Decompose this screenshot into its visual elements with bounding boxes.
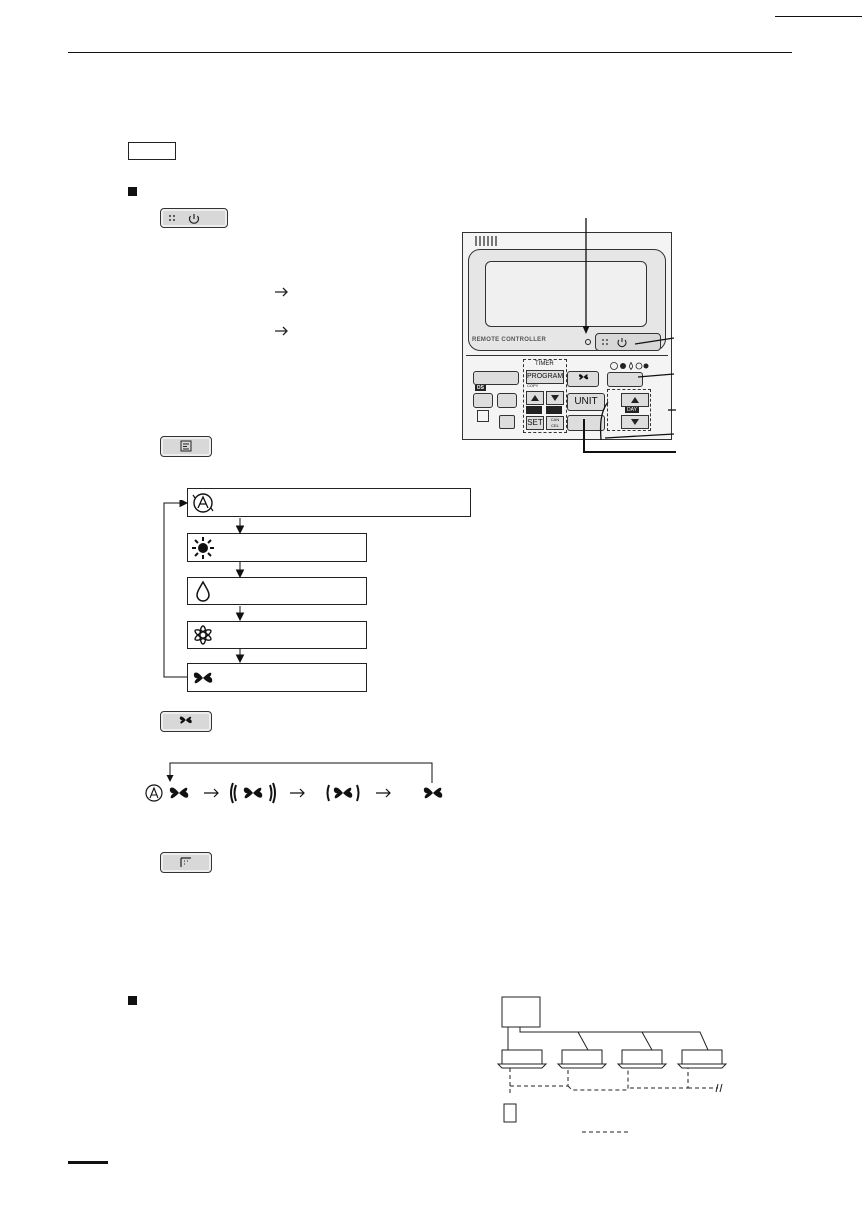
arrow-right-icon — [272, 324, 292, 338]
mode-icon — [161, 437, 211, 456]
fan-speed-button[interactable] — [160, 711, 212, 732]
section-tag-box — [128, 142, 176, 160]
power-icon — [161, 209, 227, 227]
fan-speed-cycle — [140, 755, 450, 815]
schedule-button[interactable] — [473, 371, 519, 385]
controller-box — [502, 997, 540, 1027]
day-badge: DAY — [627, 407, 637, 413]
filter-icon — [477, 410, 489, 422]
arrow-down-icon — [547, 392, 563, 404]
header-rule — [68, 52, 792, 53]
program-button[interactable]: PROGRAM — [526, 370, 564, 384]
day-button[interactable] — [546, 406, 562, 414]
copy-label: COPY — [527, 383, 539, 388]
arrow-right-icon — [272, 285, 292, 299]
mode-cycle-diagram — [160, 500, 260, 685]
timer-down-button[interactable] — [546, 391, 564, 405]
section-bullet — [128, 996, 137, 1005]
callout-lines — [570, 214, 690, 459]
top-right-rule — [775, 16, 862, 17]
remote-box — [504, 1104, 516, 1122]
fan-medium-icon — [328, 785, 359, 801]
fan-icon — [161, 712, 211, 731]
cancel-button[interactable]: CAN CEL — [546, 416, 564, 430]
timer-label: TIMER — [535, 361, 554, 367]
grid-button[interactable] — [499, 415, 515, 429]
ventilation-button[interactable] — [473, 393, 493, 408]
remote-brand-label: REMOTE CONTROLLER — [472, 337, 547, 343]
fan-low-icon — [424, 788, 442, 799]
arrow-up-icon — [527, 392, 543, 404]
louver-button[interactable] — [160, 852, 212, 873]
louver-icon — [161, 853, 211, 872]
on-off-button[interactable] — [160, 208, 228, 228]
timer-up-button[interactable] — [526, 391, 544, 405]
group-control-diagram — [490, 992, 740, 1137]
indoor-unit-icon — [558, 1050, 606, 1068]
section-bullet — [128, 187, 137, 196]
mode-button[interactable] — [160, 436, 212, 457]
indoor-unit-icon — [678, 1050, 726, 1068]
clock-button[interactable] — [526, 406, 542, 414]
indoor-unit-icon — [618, 1050, 666, 1068]
unit-button[interactable]: UNIT — [567, 393, 605, 411]
ds-badge: DS — [477, 385, 484, 391]
indoor-unit-icon — [498, 1050, 546, 1068]
vent-grille-icon — [473, 235, 505, 247]
wrench-button[interactable] — [497, 393, 517, 408]
set-button[interactable]: SET — [526, 416, 544, 430]
footer-rule — [68, 1161, 108, 1164]
auto-fan-icon — [146, 785, 188, 801]
fan-high-icon — [231, 783, 275, 803]
